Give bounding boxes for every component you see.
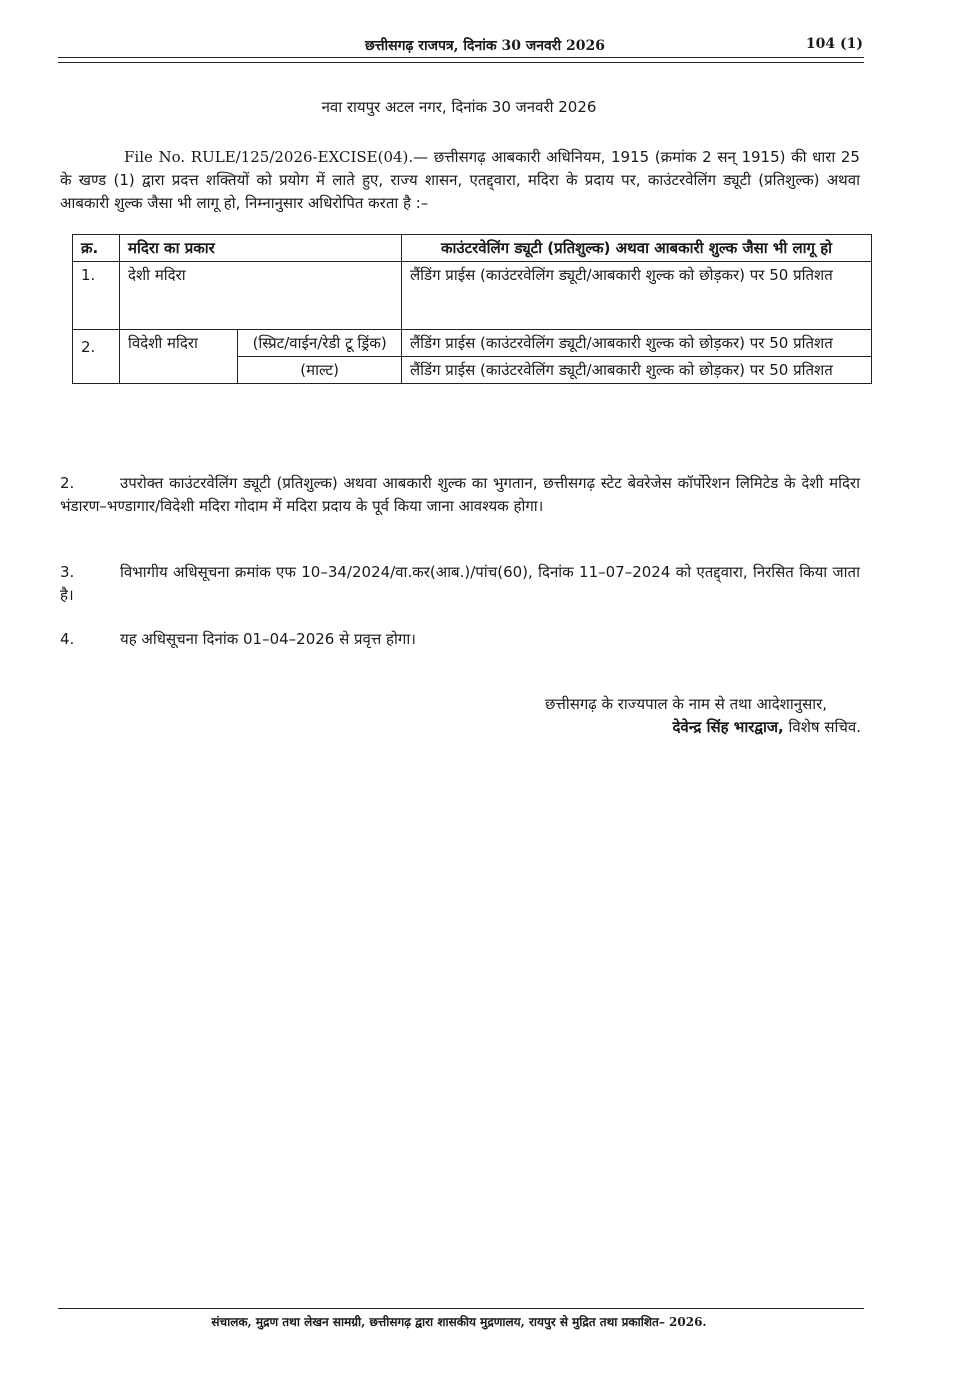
paragraph-4 — [60, 628, 860, 651]
table-header-row — [73, 235, 872, 262]
intro-text: — छत्तीसगढ़ आबकारी अधिनियम, 1915 (क्रमांक 2 सन् 1915) की धारा 25 के खण्ड (1) द्वारा प्रदत्त शक्तियों को प्रयोग में लाते हुए, राज्य शासन, एतद्द्वारा, मदिरा के प्रदाय पर, काउंटरवेलिंग ड्यूटी (प्रतिशुल्क) अथवा आबकारी शुल्क जैसा भी लागू हो, निम्नानुसार अधिरोपित करता है :– — [60, 148, 860, 212]
row-duty: लैंडिंग प्राईस (काउंटरवेलिंग ड्यूटी/आबकारी शुल्क को छोड़कर) पर 50 प्रतिशत — [402, 262, 872, 330]
row-liquor-type: देशी मदिरा — [120, 262, 402, 330]
signatory-designation: विशेष सचिव. — [788, 718, 861, 736]
header-rule — [58, 57, 864, 58]
header-duty: काउंटरवेलिंग ड्यूटी (प्रतिशुल्क) अथवा आबकारी शुल्क जैसा भी लागू हो — [402, 235, 872, 262]
row-sno: 2. — [73, 330, 120, 384]
intro-paragraph — [60, 146, 860, 215]
signature-authority-line: छत्तीसगढ़ के राज्यपाल के नाम से तथा आदेशानुसार, — [544, 695, 827, 713]
place-date-line: नवा रायपुर अटल नगर, दिनांक 30 जनवरी 2026 — [321, 98, 597, 116]
header-sno: क्र. — [73, 235, 120, 262]
footer-rule — [58, 1308, 864, 1309]
gazette-header-title: छत्तीसगढ़ राजपत्र, दिनांक 30 जनवरी 2026 — [365, 38, 605, 54]
header-liquor-type: मदिरा का प्रकार — [120, 235, 402, 262]
row-sno: 1. — [73, 262, 120, 330]
signature-block — [672, 717, 861, 737]
table-row — [73, 330, 872, 357]
duty-rate-table — [72, 234, 872, 384]
file-number: File No. RULE/125/2026-EXCISE(04). — [124, 148, 414, 166]
row-duty: लैंडिंग प्राईस (काउंटरवेलिंग ड्यूटी/आबकारी शुल्क को छोड़कर) पर 50 प्रतिशत — [402, 330, 872, 357]
header-rule-secondary — [58, 62, 864, 63]
row-subtype: (माल्ट) — [238, 357, 402, 384]
paragraph-text: उपरोक्त काउंटरवेलिंग ड्यूटी (प्रतिशुल्क) अथवा आबकारी शुल्क का भुगतान, छत्तीसगढ़ स्टेट बेवरेजेस कॉर्पोरेशन लिमिटेड के देशी मदिरा भंडारण–भण्डागार/विदेशी मदिरा गोदाम में मदिरा प्रदाय के पूर्व किया जाना आवश्यक होगा। — [60, 474, 860, 515]
paragraph-number: 3. — [60, 563, 75, 581]
row-liquor-type: विदेशी मदिरा — [120, 330, 238, 384]
printer-footer: संचालक, मुद्रण तथा लेखन सामग्री, छत्तीसगढ़ द्वारा शासकीय मुद्रणालय, रायपुर से मुद्रित तथा प्रकाशित– 2026. — [211, 1315, 707, 1329]
paragraph-text: यह अधिसूचना दिनांक 01–04–2026 से प्रवृत्त होगा। — [120, 630, 416, 648]
paragraph-number: 2. — [60, 474, 75, 492]
paragraph-2 — [60, 472, 860, 518]
paragraph-3 — [60, 561, 860, 607]
row-duty: लैंडिंग प्राईस (काउंटरवेलिंग ड्यूटी/आबकारी शुल्क को छोड़कर) पर 50 प्रतिशत — [402, 357, 872, 384]
page-number: 104 (1) — [805, 36, 863, 52]
table-row — [73, 262, 872, 330]
paragraph-number: 4. — [60, 630, 75, 648]
paragraph-text: विभागीय अधिसूचना क्रमांक एफ 10–34/2024/वा.कर(आब.)/पांच(60), दिनांक 11–07–2024 को एतद्द्वारा, निरसित किया जाता है। — [60, 563, 860, 604]
signatory-name: देवेन्द्र सिंह भारद्वाज, — [672, 718, 784, 736]
row-subtype: (स्प्रिट/वाईन/रेडी टू ड्रिंक) — [238, 330, 402, 357]
